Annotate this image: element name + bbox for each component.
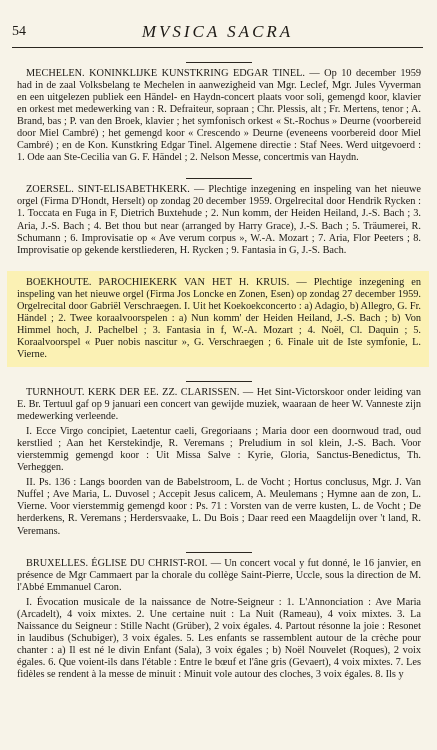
entry-bruxelles — [17, 552, 421, 681]
entry-paragraph: BRUXELLES. ÉGLISE DU CHRIST-ROI. — Un concert vocal y fut donné, le 16 janvier, en présence de Mgr Cammaert par la chorale du collège Saint-Pierre, Uccle, sous la direction de M. l'Abbé Emmanuel Caron. — [17, 557, 421, 593]
entry-paragraph: BOEKHOUTE. PAROCHIEKERK VAN HET H. KRUIS. — Plechtige inzegening en inspeling van het nieuwe orgel (Firma Jos Loncke en Zonen, Esen) op zondag 27 december 1959. Orgelrecital door Gabriël Verschraegen. I. Uit het Koekoekconcerto : a) Adagio, b) Allegro, G. Fr. Händel ; 2. Twee koraalvoorspelen : a) Nun komm' der Heiden Heiland, J.-S. Bach ; b) Von Himmel hoch, J. Pachelbel ; 3. Fantasia in f, W.-A. Mozart ; 4. Noël, Cl. Daquin ; 5. Koraalvoorspel « Puer nobis nascitur », G. Verschraegen ; 6. Finale uit de Iste symfonie, L. Vierne. — [17, 276, 421, 360]
entry-separator — [186, 552, 252, 553]
entry-separator — [186, 178, 252, 179]
entry-turnhout — [17, 381, 421, 538]
entry-paragraph: I. Ecce Virgo concipiet, Laetentur caeli, Gregoriaans ; Maria door een doornwoud trad, oud kerstlied ; Aan het Kerstekindje, R. Veremans ; Preludium in sol klein, J.-S. Bach. Voor vierstemmig gemengd koor : Uit Missa Salve : Kyrie, Gloria, Sanctus-Benedictus, Th. Verheggen. — [17, 426, 421, 474]
entry-paragraph: ZOERSEL. SINT-ELISABETHKERK. — Plechtige inzegening en inspeling van het nieuwe orgel (Firma D'Hondt, Herselt) op zondag 20 december 1959. Orgelrecital door Hendrik Rycken : 1. Toccata en Fuga in F, Dietrich Buxtehude ; 2. Nun komm, der Heiden Heiland, J.-S. Bach ; 3. Aria, J.-S. Bach ; 4. Bet thou but near (arranged by Harry Grace), J.-S. Bach ; 5. Träumerei, R. Schumann ; 6. Improvisatie op « Ave verum corpus », W.-A. Mozart ; 7. Aria, Flor Peeters ; 8. Improvisatie op gekende kerstliederen, H. Rycken ; 9. Fantasia in G, J.-S. Bach. — [17, 184, 421, 256]
concert-reports — [17, 62, 421, 695]
entry-paragraph: TURNHOUT. KERK DER EE. ZZ. CLARISSEN. — Het Sint-Victorskoor onder leiding van E. Br. Tertuul gaf op 9 januari een concert van gewijde muziek, waaraan de heer W. Vanneste zijn medewerking verleende. — [17, 386, 421, 423]
entry-separator — [186, 381, 252, 382]
header-rule — [12, 47, 423, 48]
entry-paragraph: I. Évocation musicale de la naissance de Notre-Seigneur : 1. L'Annonciation : Ave Maria (Arcadelt), 4 voix mixtes. 2. Une certaine nuit : La Nuit (Rameau), 4 voix mixtes. 3. La Naissance du Seigneur : Stille Nacht (Grüber), 2 voix égales. 4. Partout résonne la joie : Resonet in laudibus (Schubiger), 3 voix égales. 5. Les enfants se rassemblent autour de la crèche pour chanter : a) Il est né le divin Enfant (Sala), 3 voix égales ; b) Noël Nouvelet (Roques), 2 voix égales. 6. Que voient-ils dans l'étable : Entre le bœuf et l'âne gris (Gevaert), 4 voix mixtes. 7. Les fidèles se rendent à la messe de minuit : Minuit vole autour des cloches, 3 voix égales. 8. Ils y — [17, 596, 421, 680]
entry-separator — [186, 62, 252, 63]
page-header — [12, 22, 423, 44]
entry-mechelen — [17, 62, 421, 164]
entry-boekhoute-highlighted — [7, 271, 429, 367]
entry-zoersel — [17, 178, 421, 256]
entry-paragraph: MECHELEN. KONINKLIJKE KUNSTKRING EDGAR TINEL. — Op 10 december 1959 had in de zaal Volksbelang te Mechelen in aanwezigheid van Mgr. Leclef, Mgr. Jules Vyverman en een uitgelezen publiek een Händel- en Haydn-concert plaats voor soli, gemengd koor, klavier en orkest met medewerking van : R. Defraiteur, sopraan ; Chr. Plessis, alt ; Fr. Mertens, tenor ; A. Brand, bas ; P. van den Broek, klavier ; het symfonisch orkest « St.-Rochus » Deurne (voorbereid door Miel Cambré) ; het gemengd koor « Crescendo » Deurne (eveneens voorbereid door Miel Cambré) ; en de Kon. Kunstkring Edgar Tinel. Algemene directie : Staf Nees. Werd uitgevoerd : 1. Ode aan Ste-Cecilia van G. F. Händel ; 2. Nelson Messe, concertmis van Haydn. — [17, 68, 421, 164]
running-title: MVSICA SACRA — [141, 22, 294, 41]
entry-paragraph: II. Ps. 136 : Langs boorden van de Babelstroom, L. de Vocht ; Hortus conclusus, Mgr. J. Van Nuffel ; Ave Maria, L. Duvosel ; Accepit Jesus calicem, A. Meulemans ; Hymne aan de zon, L. Vierne. Voor vierstemmig gemengd koor : Ps. 71 : Vorsten van de verre kusten, L. de Vocht ; De herderkens, R. Veremans ; Herdersvaake, L. Du Bois ; Daar reed een Maagdelijn over 't land, R. Veremans. — [17, 477, 421, 537]
page-number: 54 — [12, 24, 26, 39]
